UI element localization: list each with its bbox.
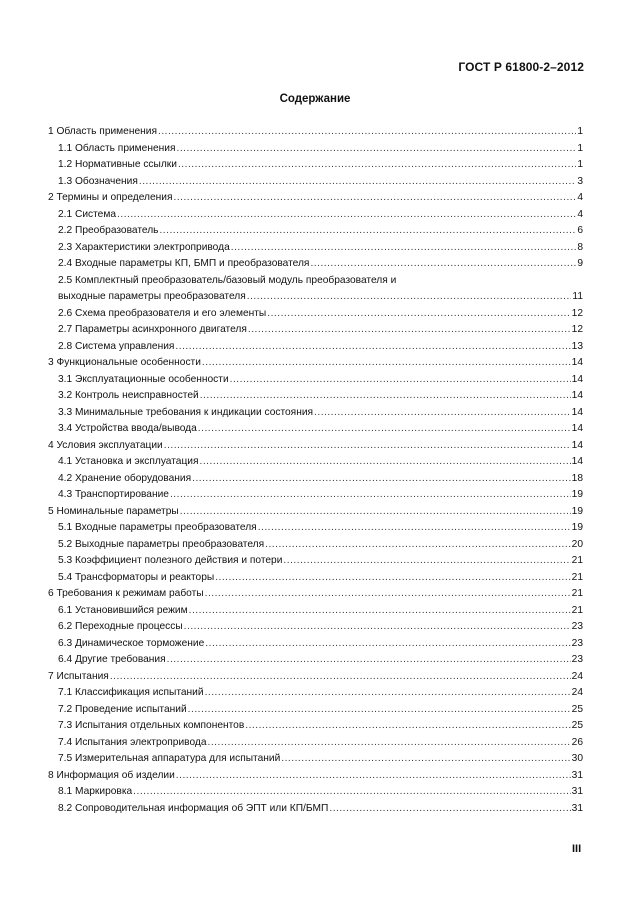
toc-entry-page: 8 [577,241,583,253]
toc-entry-label: 5.1 Входные параметры преобразователя [58,522,257,533]
toc-entry[interactable] [48,405,583,422]
toc-entry-label: 1.3 Обозначения [58,175,138,187]
toc-entry-label: 2.1 Система [58,208,117,220]
toc-entry-label: выходные параметры преобразователя [58,291,246,302]
toc-entry[interactable] [48,289,583,306]
toc-leader-dots [198,421,571,438]
toc-entry-label: 2.6 Схема преобразователя и его элементы [58,307,267,319]
toc-entry-page: 19 [571,522,583,533]
toc-entry-page: 12 [571,324,583,335]
toc-leader-dots [215,570,570,587]
toc-entry[interactable] [48,685,583,702]
toc-entry-page: 23 [571,637,583,649]
toc-entry[interactable] [48,124,583,141]
toc-entry-label: 5.2 Выходные параметры преобразователя [58,538,265,550]
toc-leader-dots [314,405,571,422]
toc-entry-label: 5.4 Трансформаторы и реакторы [58,571,215,583]
toc-entry[interactable] [48,636,583,653]
toc-leader-dots [184,619,571,636]
toc-entry-label: 3 Функциональные особенности [48,357,201,368]
toc-entry-page: 23 [571,621,583,632]
toc-entry-label: 6.4 Другие требования [58,654,166,665]
toc-entry[interactable] [48,421,583,438]
toc-leader-dots [139,174,576,191]
toc-entry-page: 14 [571,373,583,385]
toc-leader-dots [205,685,571,702]
toc-entry-label: 7.1 Классификация испытаний [58,687,204,698]
toc-leader-dots [192,471,571,488]
toc-entry-page: 14 [571,439,583,451]
toc-leader-dots [175,339,570,356]
toc-leader-dots [176,141,576,158]
toc-entry-label: 4.1 Установка и эксплуатация [58,456,199,467]
toc-entry[interactable] [48,223,583,240]
toc-entry[interactable] [48,718,583,735]
toc-leader-dots [208,735,571,752]
toc-entry-page: 30 [571,753,583,764]
toc-entry-page: 26 [571,736,583,748]
toc-entry-page: 14 [571,423,583,434]
toc-entry[interactable] [48,174,583,191]
toc-leader-dots [205,586,571,603]
toc-leader-dots [310,256,576,273]
toc-entry-label: 1.2 Нормативные ссылки [58,159,177,170]
toc-entry-page: 25 [571,720,583,731]
toc-entry[interactable] [48,652,583,669]
toc-entry[interactable] [48,768,583,785]
toc-leader-dots [117,207,576,224]
toc-leader-dots [189,603,571,620]
toc-entry-page: 31 [571,802,583,814]
toc-entry[interactable] [48,570,583,587]
toc-entry-label: 2.7 Параметры асинхронного двигателя [58,324,247,335]
toc-entry[interactable] [48,784,583,801]
toc-entry[interactable] [48,537,583,554]
toc-leader-dots [164,438,571,455]
toc-leader-dots [170,487,571,504]
toc-entry-page: 21 [571,571,583,583]
toc-leader-dots [248,322,571,339]
toc-entry-page: 12 [571,307,583,319]
toc-entry-label: 8.2 Сопроводительная информация об ЭПТ или КП/БМП [58,802,329,814]
toc-entry-label: 2 Термины и определения [48,192,173,203]
toc-entry-label: 2.5 Комплектный преобразователь/базовый модуль преобразователя и [58,274,397,286]
table-of-contents [48,124,583,817]
toc-entry-label: 3.2 Контроль неисправностей [58,390,199,401]
toc-entry[interactable] [48,454,583,471]
toc-entry[interactable] [48,586,583,603]
toc-entry[interactable] [48,339,583,356]
toc-entry-label: 7 Испытания [48,670,109,682]
toc-leader-dots [247,289,572,306]
toc-entry-page: 31 [571,769,583,781]
toc-leader-dots [283,553,570,570]
toc-entry-page: 23 [571,654,583,665]
toc-entry[interactable] [48,273,583,290]
toc-leader-dots [258,520,571,537]
toc-entry[interactable] [48,240,583,257]
toc-leader-dots [133,784,570,801]
toc-entry-page: 9 [577,258,583,269]
toc-entry-page: 21 [571,555,583,566]
toc-entry-page: 14 [571,390,583,401]
toc-entry[interactable] [48,207,583,224]
toc-entry[interactable] [48,306,583,323]
toc-entry-page: 18 [571,472,583,484]
toc-entry[interactable] [48,603,583,620]
toc-leader-dots [176,768,571,785]
toc-entry-page: 24 [571,687,583,698]
toc-entry-label: 4.3 Транспортирование [58,489,169,500]
toc-leader-dots [200,454,571,471]
toc-entry-label: 2.8 Система управления [58,340,175,352]
toc-entry-page: 24 [571,670,583,682]
toc-entry-page: 19 [571,505,583,517]
toc-entry[interactable] [48,322,583,339]
toc-entry[interactable] [48,487,583,504]
toc-leader-dots [281,751,570,768]
toc-entry[interactable] [48,471,583,488]
toc-entry-page: 21 [571,588,583,599]
toc-entry[interactable] [48,520,583,537]
toc-entry-label: 5.3 Коэффициент полезного действия и потери [58,555,283,566]
toc-entry[interactable] [48,355,583,372]
toc-leader-dots [110,669,571,686]
toc-leader-dots [265,537,571,554]
toc-entry-label: 7.5 Измерительная аппаратура для испытаний [58,753,281,764]
toc-entry-page: 1 [577,159,583,170]
toc-entry-page: 4 [577,192,583,203]
toc-entry-page: 1 [577,126,583,137]
page-number: III [572,843,582,855]
toc-entry[interactable] [48,504,583,521]
toc-leader-dots [178,157,576,174]
document-standard-header: ГОСТ Р 61800-2–2012 [458,60,584,74]
toc-entry[interactable] [48,190,583,207]
toc-entry-label: 7.2 Проведение испытаний [58,703,187,715]
toc-entry-label: 2.3 Характеристики электропривода [58,241,230,253]
toc-leader-dots [230,372,571,389]
toc-entry-label: 4.2 Хранение оборудования [58,472,192,484]
toc-entry-page: 14 [571,406,583,418]
toc-entry-label: 3.1 Эксплуатационные особенности [58,373,229,385]
toc-entry-label: 6 Требования к режимам работы [48,588,204,599]
toc-leader-dots [267,306,570,323]
toc-entry-page: 20 [571,538,583,550]
toc-entry-label: 6.2 Переходные процессы [58,621,183,632]
toc-entry-label: 7.3 Испытания отдельных компонентов [58,720,245,731]
toc-leader-dots [159,223,576,240]
toc-entry-page: 14 [571,456,583,467]
toc-entry[interactable] [48,256,583,273]
toc-entry[interactable] [48,372,583,389]
toc-entry-page: 25 [571,703,583,715]
toc-entry[interactable] [48,702,583,719]
toc-entry[interactable] [48,619,583,636]
toc-leader-dots [158,124,576,141]
toc-leader-dots [188,702,571,719]
toc-entry-page: 13 [571,340,583,352]
toc-entry[interactable] [48,735,583,752]
toc-entry-page: 4 [577,208,583,220]
toc-entry[interactable] [48,801,583,818]
contents-title: Содержание [279,93,351,105]
toc-entry-label: 6.3 Динамическое торможение [58,637,205,649]
toc-entry-page: 19 [571,489,583,500]
toc-leader-dots [180,504,571,521]
toc-leader-dots [245,718,570,735]
toc-entry[interactable] [48,388,583,405]
toc-entry-page: 21 [571,604,583,616]
toc-leader-dots [167,652,571,669]
toc-entry-label: 8 Информация об изделии [48,769,175,781]
toc-entry-label: 6.1 Установившийся режим [58,604,188,616]
toc-entry-page: 31 [571,786,583,797]
toc-entry-label: 2.2 Преобразователь [58,225,159,236]
toc-entry-page: 1 [577,142,583,154]
toc-entry-page: 3 [577,175,583,187]
toc-entry-page: 11 [572,291,583,302]
toc-entry-label: 1.1 Область применения [58,142,176,154]
toc-entry-label: 3.4 Устройства ввода/вывода [58,423,197,434]
toc-entry[interactable] [48,157,583,174]
toc-leader-dots [231,240,576,257]
toc-entry[interactable] [48,751,583,768]
toc-entry[interactable] [48,669,583,686]
toc-leader-dots [205,636,570,653]
toc-leader-dots [173,190,576,207]
toc-entry-label: 8.1 Маркировка [58,786,133,797]
toc-entry[interactable] [48,438,583,455]
toc-entry[interactable] [48,553,583,570]
toc-entry-label: 4 Условия эксплуатации [48,439,163,451]
toc-entry-label: 2.4 Входные параметры КП, БМП и преобразователя [58,258,310,269]
toc-entry-label: 5 Номинальные параметры [48,505,179,517]
toc-entry-label: 1 Область применения [48,126,157,137]
toc-leader-dots [200,388,571,405]
toc-entry-label: 3.3 Минимальные требования к индикации состояния [58,406,314,418]
toc-entry-page: 14 [571,357,583,368]
toc-entry-page: 6 [577,225,583,236]
toc-entry-label: 7.4 Испытания электропривода [58,736,207,748]
toc-leader-dots [329,801,570,818]
toc-leader-dots [202,355,571,372]
toc-entry[interactable] [48,141,583,158]
